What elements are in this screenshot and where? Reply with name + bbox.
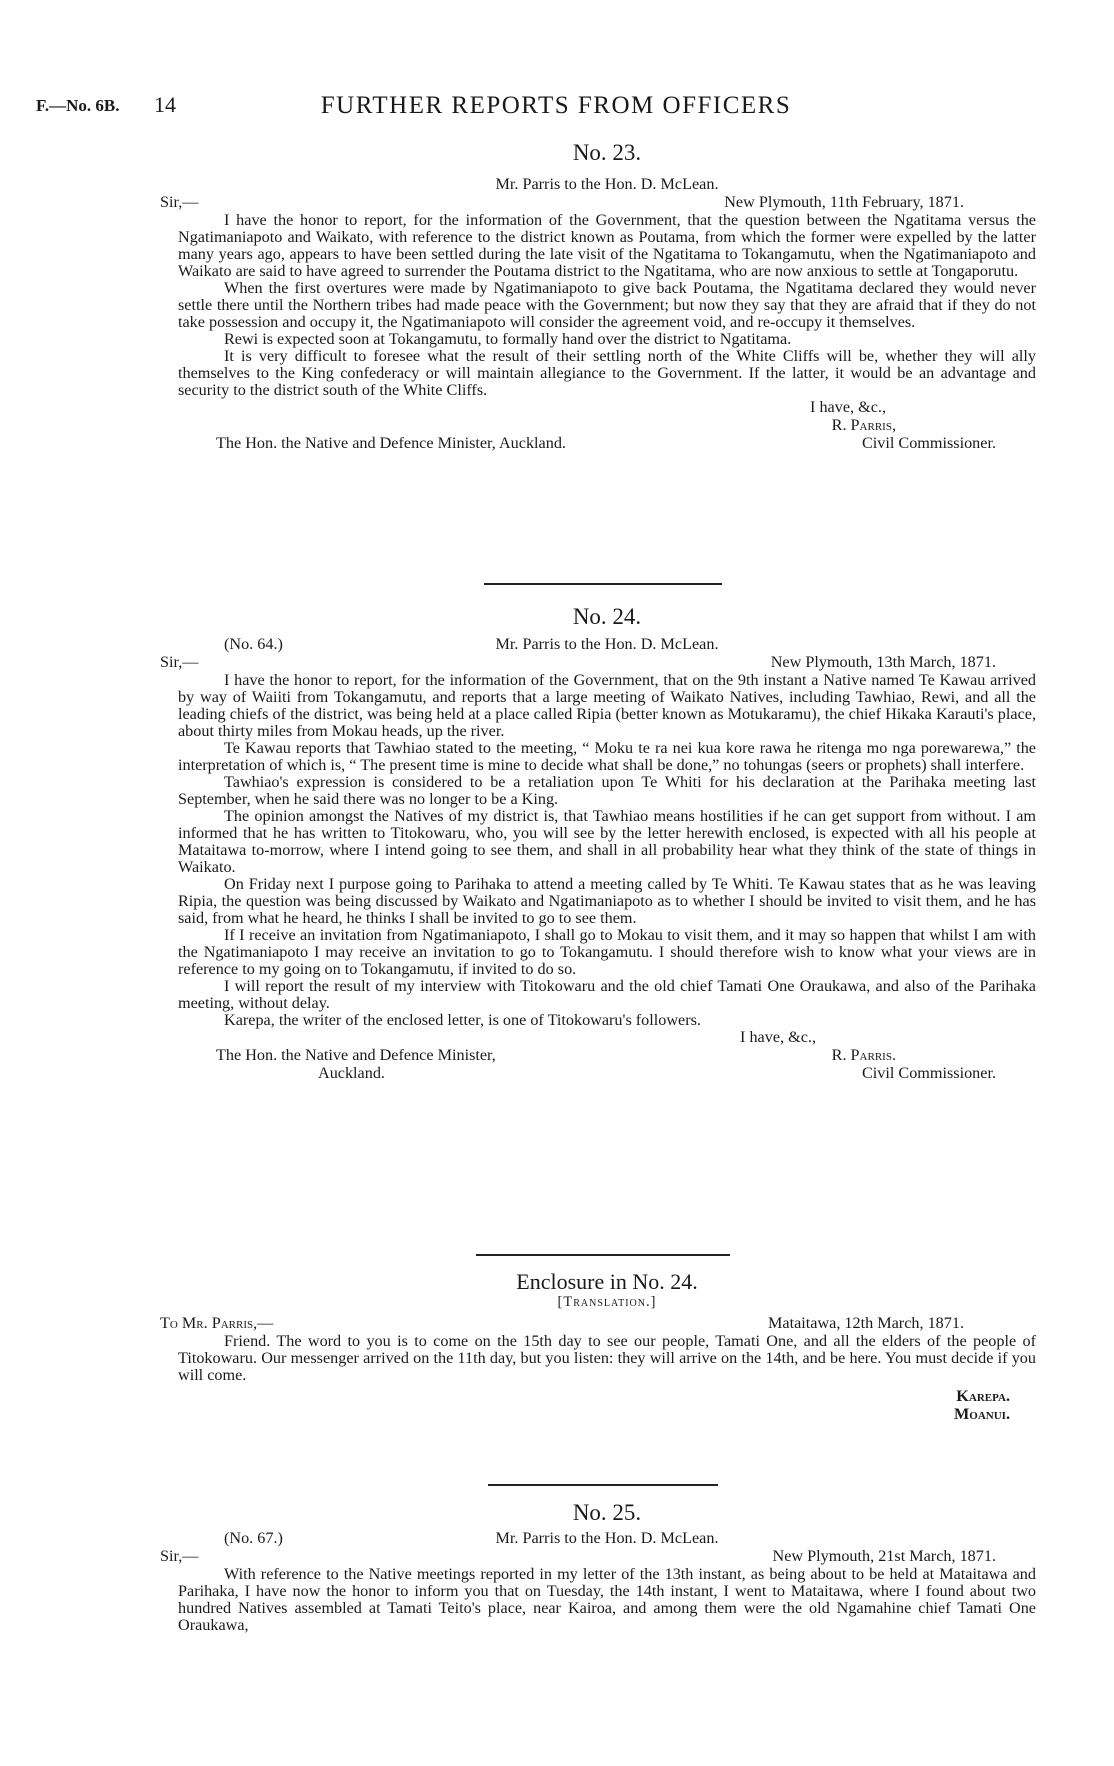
letter-heading: Mr. Parris to the Hon. D. McLean. [495,1529,719,1547]
signature: R. Parris. [831,1046,896,1064]
paragraph: It is very difficult to foresee what the result of their settling north of the White Cliffs will be, whether they will ally themselves to the King confederacy or will maintain allegiance to the Government. If the latter, it would be an advantage and security to the district south of the White Cliffs. [178,347,1036,399]
letter-heading-row [178,1530,1036,1548]
page-number: 14 [154,92,176,117]
signature-row [178,1388,1036,1406]
paragraph: If I receive an invitation from Ngatimaniapoto, I shall go to Mokau to visit them, and it may so happen that whilst I am with the Ngatimaniapoto I may receive an invitation to go to Tokangamutu. I should therefore wish to know what your views are in reference to my going on to Tokangamutu, if invited to do so. [178,926,1036,978]
paragraph: The opinion amongst the Natives of my district is, that Tawhiao means hostilities if he can get support from without. I am informed that he has written to Titokowaru, who, you will see by the letter herewith enclosed, is expected with all his people at Mataitawa to-morrow, where I intend going to see them, and shall in all probability hear what they think of the state of things in Waikato. [178,807,1036,876]
signatory-title: Civil Commissioner. [861,434,996,452]
signature-row [178,1047,1036,1065]
addressee-line-1: The Hon. the Native and Defence Minister, [216,1046,496,1064]
salutation-row [160,193,1036,212]
salutation: Sir,— [160,1547,199,1565]
closing: I have, &c., [740,1028,816,1046]
place-date: New Plymouth, 13th March, 1871. [770,653,996,671]
paragraph: With reference to the Native meetings reported in my letter of the 13th instant, as being about to be held at Mataitawa and Parihaka, I have now the honor to inform you that on Tuesday, the 14th instant, I went to Mataitawa, where I found about two hundred Natives assembled at Tamati Teito's place, near Kairoa, and among them were the old Ngamahine chief Tamati One Oraukawa, [178,1565,1036,1634]
addressee-row [178,1065,1036,1083]
signature: Karepa. [956,1387,1010,1405]
addressee-row [178,435,1036,453]
letter-number: No. 23. [572,140,642,165]
paragraph: When the first overtures were made by Ngatimaniapoto to give back Poutama, the Ngatitama declared they would never settle there until the Northern tribes had made peace with the Government; but now they say that they are afraid that if they do not take possession and occupy it, the Ngatimaniapoto will consider the agreement void, and re-occupy it themselves. [178,279,1036,331]
place-date: Mataitawa, 12th March, 1871. [768,1314,964,1332]
letter-ref: (No. 67.) [224,1529,283,1547]
salutation-row [160,1314,1036,1333]
closing: I have, &c., [810,398,886,416]
closing-row [178,399,1036,417]
enclosure-24 [160,1269,1036,1424]
paragraph: I will report the result of my interview with Titokowaru and the old chief Tamati One Oraukawa, and also of the Parihaka meeting, without delay. [178,977,1036,1012]
signature-row [178,1406,1036,1424]
signatory-title: Civil Commissioner. [861,1064,996,1082]
paragraph: I have the honor to report, for the information of the Government, that on the 9th instant a Native named Te Kawau arrived by way of Waiiti from Tokangamutu, and reports that a large meeting of Waikato Natives, including Tawhiao, Rewi, and all the leading chiefs of the district, was being held at a place called Ripia (better known as Motukaramu), the chief Hikaka Karauti's place, about thirty miles from Mokau heads, up the river. [178,671,1036,740]
paragraph: Friend. The word to you is to come on the 15th day to see our people, Tamati One, and all the elders of the people of Titokowaru. Our messenger arrived on the 11th day, but you listen: they will arrive on the 14th, and be here. You must decide if you will come. [178,1332,1036,1384]
page-header [36,92,1076,126]
salutation-row [160,1547,1036,1566]
section-divider [476,1254,730,1256]
letter-ref: (No. 64.) [224,635,283,653]
paragraph: Tawhiao's expression is considered to be a retaliation upon Te Whiti for his declaration at the Parihaka meeting last September, when he said there was no longer to be a King. [178,773,1036,808]
place-date: New Plymouth, 21st March, 1871. [772,1547,996,1565]
section-divider [484,583,722,585]
salutation: Sir,— [160,193,199,211]
enclosure-heading: Enclosure in No. 24. [516,1269,698,1294]
addressee-line-2: Auckland. [318,1064,385,1082]
paragraph: On Friday next I purpose going to Parihaka to attend a meeting called by Te Whiti. Te Kawau states that as he was leaving Ripia, the question was being discussed by Waikato and Ngatimaniapoto as to whether I should be invited to visit them, and he has said, from what he heard, he thinks I shall be invited to go to see them. [178,875,1036,927]
translation-label: [Translation.] [557,1294,657,1310]
letter-number: No. 25. [572,1500,642,1525]
letter-heading: Mr. Parris to the Hon. D. McLean. [495,635,719,653]
place-date: New Plymouth, 11th February, 1871. [724,193,964,211]
closing-row [178,1029,1036,1047]
paragraph: Rewi is expected soon at Tokangamutu, to formally hand over the district to Ngatitama. [224,330,792,348]
signature: Moanui. [954,1405,1010,1423]
paragraph: Te Kawau reports that Tawhiao stated to the meeting, “ Moku te ra nei kua kore rawa he ritenga mo nga porewarewa,” the interpretation of which is, “ The present time is mine to decide what shall be done,” no tohungas (seers or prophets) shall interfere. [178,739,1036,774]
salutation: Sir,— [160,653,199,671]
letter-heading-row [178,636,1036,654]
salutation: To Mr. Parris,— [160,1314,274,1332]
letter-heading: Mr. Parris to the Hon. D. McLean. [495,175,719,193]
signature: R. Parris, [831,416,896,434]
running-title: FURTHER REPORTS FROM OFFICERS [320,92,792,119]
section-divider [488,1484,718,1486]
paragraph: I have the honor to report, for the information of the Government, that the question between the Ngatitama versus the Ngatimaniapoto and Waikato, with reference to the district known as Poutama, from which the former were expelled by the latter many years ago, appears to have been settled during the late visit of the Ngatitama to Tokangamutu, when the Ngatimaniapoto and Waikato are said to have agreed to surrender the Poutama district to the Ngatitama, who are now anxious to settle at Tongaporutu. [178,211,1036,280]
letter-heading-row [178,176,1036,194]
letter-23 [160,140,1036,453]
paragraph: Karepa, the writer of the enclosed letter, is one of Titokowaru's followers. [224,1011,701,1029]
signature-row [178,417,1036,435]
letter-24 [160,604,1036,1083]
letter-number: No. 24. [572,604,642,629]
addressee: The Hon. the Native and Defence Minister, Auckland. [216,434,566,452]
salutation-row [160,653,1036,672]
letter-25 [160,1500,1036,1634]
paper-reference: F.—No. 6B. [36,96,120,115]
